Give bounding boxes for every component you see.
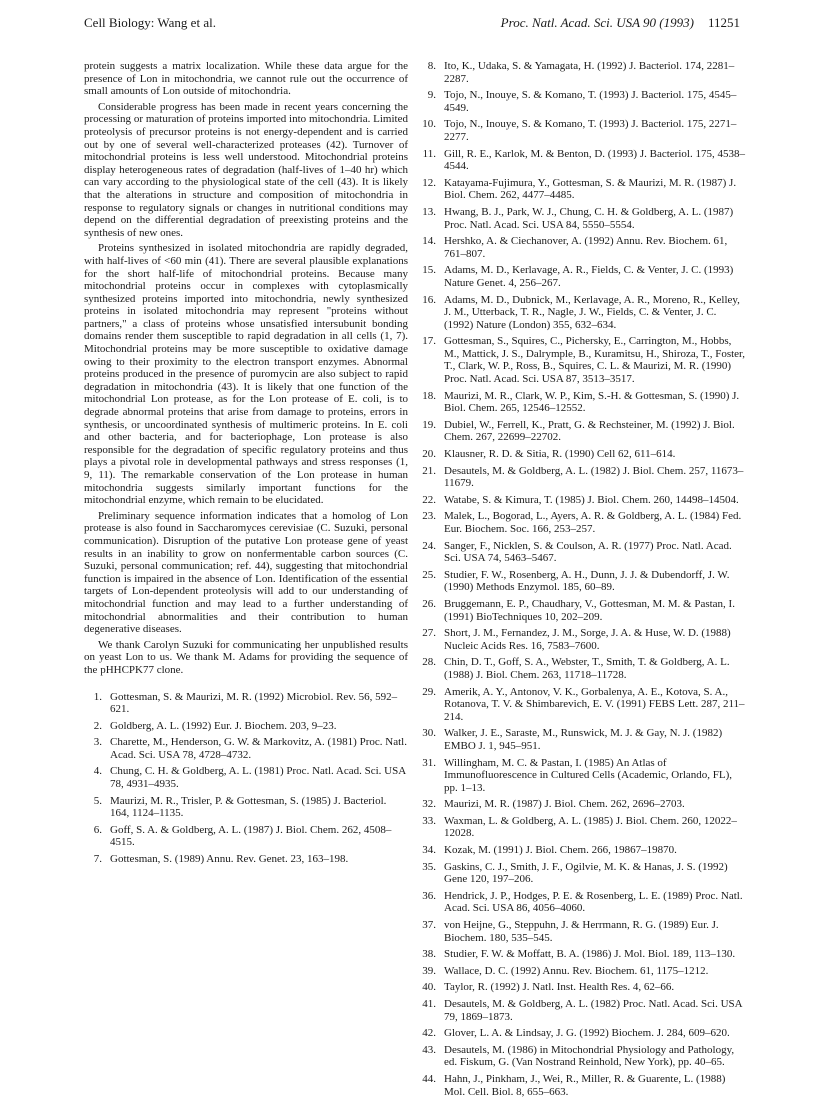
reference-item bbox=[418, 448, 746, 461]
reference-number: 26. bbox=[422, 597, 436, 610]
reference-item bbox=[418, 998, 746, 1023]
reference-item bbox=[418, 815, 746, 840]
reference-text: Gottesman, S. (1989) Annu. Rev. Genet. 23, 163–198. bbox=[110, 853, 349, 866]
reference-item bbox=[418, 177, 746, 202]
reference-number: 42. bbox=[422, 1027, 436, 1040]
reference-number: 6. bbox=[93, 823, 102, 836]
reference-number: 34. bbox=[422, 844, 436, 857]
header-section-title: Cell Biology: Wang et al. bbox=[84, 15, 216, 30]
reference-number: 37. bbox=[422, 919, 436, 932]
reference-number: 21. bbox=[422, 464, 436, 477]
reference-item bbox=[418, 264, 746, 289]
reference-item bbox=[418, 1073, 746, 1098]
reference-item bbox=[418, 569, 746, 594]
reference-item bbox=[418, 656, 746, 681]
reference-item bbox=[418, 510, 746, 535]
reference-text: Gottesman, S., Squires, C., Pichersky, E., Carrington, M., Hobbs, M., Mattick, J. S., Dalrymple, B., Kuramitsu, H., Shiroza, T., Foster, T., Clark, W. P., Ross, B., Squires, C. L. & Maurizi, M. R. (1990) Proc. Natl. Acad. Sci. USA 87, 3513–3517. bbox=[444, 335, 746, 386]
reference-item bbox=[84, 795, 408, 820]
reference-item bbox=[84, 853, 408, 866]
reference-text: Bruggemann, E. P., Chaudhary, V., Gottesman, M. M. & Pastan, I. (1991) BioTechniques 10, 202–209. bbox=[444, 597, 735, 623]
reference-item bbox=[418, 235, 746, 260]
reference-item bbox=[418, 948, 746, 961]
reference-number: 16. bbox=[422, 293, 436, 306]
reference-text: Hershko, A. & Ciechanover, A. (1992) Annu. Rev. Biochem. 61, 761–807. bbox=[444, 235, 728, 260]
reference-number: 11. bbox=[422, 147, 436, 160]
reference-list-left bbox=[84, 691, 408, 866]
reference-item bbox=[84, 720, 408, 733]
reference-item bbox=[418, 919, 746, 944]
reference-item bbox=[418, 1044, 746, 1069]
reference-number: 33. bbox=[422, 814, 436, 827]
reference-text: Taylor, R. (1992) J. Natl. Inst. Health Res. 4, 62–66. bbox=[444, 981, 675, 994]
reference-text: Gaskins, C. J., Smith, J. F., Ogilvie, M. K. & Hanas, J. S. (1992) Gene 120, 197–206. bbox=[444, 860, 728, 886]
reference-text: Desautels, M. & Goldberg, A. L. (1982) Proc. Natl. Acad. Sci. USA 79, 1869–1873. bbox=[444, 998, 742, 1023]
reference-number: 22. bbox=[422, 493, 436, 506]
reference-item bbox=[84, 691, 408, 716]
reference-number: 10. bbox=[422, 118, 436, 131]
reference-text: Gill, R. E., Karlok, M. & Benton, D. (1993) J. Bacteriol. 175, 4538–4544. bbox=[444, 147, 745, 173]
reference-text: Studier, F. W. & Moffatt, B. A. (1986) J. Mol. Biol. 189, 113–130. bbox=[444, 948, 736, 961]
reference-number: 25. bbox=[422, 568, 436, 581]
reference-text: Waxman, L. & Goldberg, A. L. (1985) J. Biol. Chem. 260, 12022–12028. bbox=[444, 814, 737, 840]
reference-number: 12. bbox=[422, 176, 436, 189]
header-journal-info bbox=[501, 13, 740, 33]
reference-text: Amerik, A. Y., Antonov, V. K., Gorbalenya, A. E., Kotova, S. A., Rotanova, T. V. & Shimbarevich, E. V. (1991) FEBS Lett. 287, 211–214. bbox=[444, 685, 745, 723]
reference-number: 40. bbox=[422, 981, 436, 994]
reference-text: Walker, J. E., Saraste, M., Runswick, M. J. & Gay, N. J. (1982) EMBO J. 1, 945–951. bbox=[444, 727, 723, 752]
reference-item bbox=[418, 390, 746, 415]
reference-number: 14. bbox=[422, 235, 436, 248]
reference-number: 1. bbox=[93, 690, 102, 703]
reference-text: Hwang, B. J., Park, W. J., Chung, C. H. & Goldberg, A. L. (1987) Proc. Natl. Acad. Sci. USA 84, 5550–5554. bbox=[444, 205, 734, 231]
reference-text: Adams, M. D., Dubnick, M., Kerlavage, A. R., Moreno, R., Kelley, J. M., Utterback, T. R., Nagle, J. W., Fields, C. & Venter, J. C. (1992) Nature (London) 355, 632–634. bbox=[444, 293, 740, 331]
reference-text: Glover, L. A. & Lindsay, J. G. (1992) Biochem. J. 284, 609–620. bbox=[444, 1027, 730, 1040]
reference-item bbox=[418, 627, 746, 652]
reference-number: 4. bbox=[93, 765, 102, 778]
reference-number: 41. bbox=[422, 998, 436, 1010]
reference-item bbox=[418, 798, 746, 811]
reference-number: 35. bbox=[422, 860, 436, 873]
left-column bbox=[84, 60, 408, 870]
reference-item bbox=[418, 890, 746, 915]
header-journal-citation: Proc. Natl. Acad. Sci. USA 90 (1993) bbox=[500, 15, 694, 30]
reference-text: Desautels, M. & Goldberg, A. L. (1982) J. Biol. Chem. 257, 11673–11679. bbox=[444, 464, 744, 490]
reference-text: Desautels, M. (1986) in Mitochondrial Physiology and Pathology, ed. Fiskum, G. (Van Nostrand Reinhold, New York), pp. 40–65. bbox=[444, 1043, 735, 1069]
reference-text: Hendrick, J. P., Hodges, P. E. & Rosenberg, L. E. (1989) Proc. Natl. Acad. Sci. USA 86, 4056–4060. bbox=[444, 889, 743, 915]
reference-text: Tojo, N., Inouye, S. & Komano, T. (1993) J. Bacteriol. 175, 4545–4549. bbox=[444, 89, 737, 114]
reference-item bbox=[418, 294, 746, 332]
reference-text: Short, J. M., Fernandez, J. M., Sorge, J. A. & Huse, W. D. (1988) Nucleic Acids Res. 16, 7583–7600. bbox=[444, 627, 731, 652]
reference-item bbox=[418, 965, 746, 978]
reference-text: Willingham, M. C. & Pastan, I. (1985) An Atlas of Immunofluorescence in Cultured Cells (Academic, Orlando, FL), pp. 1–13. bbox=[444, 756, 733, 794]
running-header bbox=[84, 13, 740, 33]
reference-number: 18. bbox=[422, 389, 436, 402]
reference-text: Sanger, F., Nicklen, S. & Coulson, A. R. (1977) Proc. Natl. Acad. Sci. USA 74, 5463–5467. bbox=[444, 539, 732, 565]
reference-list-right bbox=[418, 60, 746, 1098]
reference-text: Dubiel, W., Ferrell, K., Pratt, G. & Rechsteiner, M. (1992) J. Biol. Chem. 267, 22699–22702. bbox=[444, 418, 735, 444]
body-paragraph: Proteins synthesized in isolated mitochondria are rapidly degraded, with half-lives of <60 min (41). There are several plausible explanations for the short half-life of mitochondrial proteins. Because many mitochondrial proteins occur in complexes with cytoplasmically synthesized proteins imported into mitochondria, newly synthesized proteins in isolated mitochondria may represent "proteins without partners," a class of proteins whose unsatisfied intersubunit bonding domains render them susceptible to rapid degradation in all cells (1, 7). Mitochondrial proteins may be more susceptible to oxidative damage owing to their proximity to the electron transport enzymes. Abnormal proteins produced in the presence of puromycin are also subject to rapid degradation in mitochondria (43). It is likely that one function of the mitochondrial Lon protease, as for the Lon protease of E. coli, is to degrade abnormal proteins that arise from damage to proteins, errors in synthesis, or uncoordinated synthesis of multimeric proteins. In E. coli and other bacteria, and for bacteriophage, Lon protease is also responsible for the degradation of specific regulatory proteins and thus plays a pivotal role in developmental pathways and stress responses (1, 9, 11). The remarkable conservation of the Lon protease in human mitochondria suggests similarly important functions for the mitochondrial enzyme, which remain to be elucidated. bbox=[84, 242, 408, 507]
reference-text: Studier, F. W., Rosenberg, A. H., Dunn, J. J. & Dubendorff, J. W. (1990) Methods Enzymol. 185, 60–89. bbox=[444, 568, 730, 594]
reference-number: 23. bbox=[422, 510, 436, 523]
reference-text: Maurizi, M. R., Clark, W. P., Kim, S.-H. & Gottesman, S. (1990) J. Biol. Chem. 265, 12546–12552. bbox=[444, 389, 740, 415]
reference-item bbox=[418, 60, 746, 85]
reference-number: 15. bbox=[422, 264, 436, 277]
reference-item bbox=[84, 765, 408, 790]
reference-item bbox=[418, 598, 746, 623]
header-page-number: 11251 bbox=[707, 15, 740, 30]
reference-text: Maurizi, M. R. (1987) J. Biol. Chem. 262, 2696–2703. bbox=[444, 798, 685, 811]
reference-number: 39. bbox=[422, 964, 436, 977]
reference-text: Gottesman, S. & Maurizi, M. R. (1992) Microbiol. Rev. 56, 592–621. bbox=[110, 690, 398, 716]
reference-text: Watabe, S. & Kimura, T. (1985) J. Biol. Chem. 260, 14498–14504. bbox=[444, 493, 739, 506]
reference-number: 2. bbox=[93, 719, 102, 732]
reference-item bbox=[418, 727, 746, 752]
reference-text: Goldberg, A. L. (1992) Eur. J. Biochem. 203, 9–23. bbox=[110, 719, 337, 732]
reference-item bbox=[418, 335, 746, 385]
reference-item bbox=[418, 540, 746, 565]
reference-text: Malek, L., Bogorad, L., Ayers, A. R. & Goldberg, A. L. (1984) Fed. Eur. Biochem. Soc. 166, 253–257. bbox=[444, 510, 742, 535]
reference-number: 30. bbox=[422, 727, 436, 740]
reference-text: Hahn, J., Pinkham, J., Wei, R., Miller, R. & Guarente, L. (1988) Mol. Cell. Biol. 8, 655–663. bbox=[444, 1072, 726, 1098]
reference-number: 31. bbox=[422, 756, 436, 769]
reference-text: Klausner, R. D. & Sitia, R. (1990) Cell 62, 611–614. bbox=[444, 448, 676, 461]
reference-text: Adams, M. D., Kerlavage, A. R., Fields, C. & Venter, J. C. (1993) Nature Genet. 4, 256–267. bbox=[444, 264, 734, 289]
reference-number: 8. bbox=[427, 60, 436, 72]
reference-number: 7. bbox=[93, 853, 102, 866]
reference-item bbox=[418, 981, 746, 994]
reference-number: 5. bbox=[93, 794, 102, 807]
reference-text: Wallace, D. C. (1992) Annu. Rev. Biochem. 61, 1175–1212. bbox=[444, 964, 709, 977]
reference-item bbox=[418, 89, 746, 114]
reference-number: 36. bbox=[422, 889, 436, 902]
reference-number: 9. bbox=[427, 89, 436, 102]
reference-number: 13. bbox=[422, 205, 436, 218]
reference-number: 20. bbox=[422, 448, 436, 461]
reference-number: 44. bbox=[422, 1072, 436, 1085]
reference-number: 24. bbox=[422, 539, 436, 552]
acknowledgment: We thank Carolyn Suzuki for communicating her unpublished results on yeast Lon to us. We thank M. Adams for providing the sequence of the pHHCPK77 clone. bbox=[84, 638, 408, 676]
reference-item bbox=[418, 844, 746, 857]
reference-number: 38. bbox=[422, 948, 436, 961]
reference-text: Chin, D. T., Goff, S. A., Webster, T., Smith, T. & Goldberg, A. L. (1988) J. Biol. Chem. 263, 11718–11728. bbox=[444, 656, 730, 681]
body-paragraph: Preliminary sequence information indicates that a homolog of Lon protease is also found in Saccharomyces cerevisiae (C. Suzuki, personal communication). Disruption of the putative Lon protease gene of yeast results in an inability to grow on nonfermentable carbon sources (C. Suzuki, personal communication; ref. 44), suggesting that mitochondrial function is impaired in the absence of Lon. Identification of the essential targets of Lon-dependent proteolysis will add to our understanding of mitochondrial function and may lead to a further understanding of mitochondrial abnormalities and their contribution to human degenerative diseases. bbox=[84, 509, 408, 636]
reference-number: 17. bbox=[422, 335, 436, 348]
reference-number: 27. bbox=[422, 627, 436, 640]
reference-number: 32. bbox=[422, 798, 436, 811]
reference-item bbox=[84, 824, 408, 849]
reference-item bbox=[84, 736, 408, 761]
reference-item bbox=[418, 419, 746, 444]
reference-text: Maurizi, M. R., Trisler, P. & Gottesman, S. (1985) J. Bacteriol. 164, 1124–1135. bbox=[110, 794, 387, 820]
reference-text: Kozak, M. (1991) J. Biol. Chem. 266, 19867–19870. bbox=[444, 844, 677, 857]
reference-item bbox=[418, 686, 746, 724]
body-paragraph: Considerable progress has been made in recent years concerning the processing or maturation of proteins imported into mitochondria. Limited proteolysis of precursor proteins is not energy-dependent and is carried out by one of several well-characterized proteases (42). Turnover of mitochondrial proteins is less well understood. Mitochondrial proteins display heterogeneous rates of degradation (half-lives of 1–40 hr) which can vary according to the physiological state of the cell (43). It is likely that the alterations in structure and composition of mitochondria in response to regulatory signals or changes in nutritional conditions may depend on the differential degradation of preexisting proteins and the synthesis of new ones. bbox=[84, 100, 408, 239]
reference-number: 19. bbox=[422, 418, 436, 431]
reference-number: 3. bbox=[93, 736, 102, 749]
reference-item bbox=[418, 494, 746, 507]
reference-text: Katayama-Fujimura, Y., Gottesman, S. & Maurizi, M. R. (1987) J. Biol. Chem. 262, 4477–4485. bbox=[444, 176, 737, 202]
right-column bbox=[418, 60, 746, 1102]
reference-text: Charette, M., Henderson, G. W. & Markovitz, A. (1981) Proc. Natl. Acad. Sci. USA 78, 4728–4732. bbox=[110, 736, 407, 761]
reference-text: Goff, S. A. & Goldberg, A. L. (1987) J. Biol. Chem. 262, 4508–4515. bbox=[110, 823, 392, 849]
reference-item bbox=[418, 465, 746, 490]
body-paragraph: protein suggests a matrix localization. While these data argue for the presence of Lon in mitochondria, we cannot rule out the occurrence of small amounts of Lon outside of mitochondria. bbox=[84, 60, 408, 98]
reference-item bbox=[418, 118, 746, 143]
reference-text: von Heijne, G., Steppuhn, J. & Herrmann, R. G. (1989) Eur. J. Biochem. 180, 535–545. bbox=[444, 919, 719, 944]
reference-text: Chung, C. H. & Goldberg, A. L. (1981) Proc. Natl. Acad. Sci. USA 78, 4931–4935. bbox=[110, 765, 406, 791]
reference-text: Tojo, N., Inouye, S. & Komano, T. (1993) J. Bacteriol. 175, 2271–2277. bbox=[444, 118, 737, 143]
reference-item bbox=[418, 1027, 746, 1040]
reference-number: 43. bbox=[422, 1043, 436, 1056]
reference-item bbox=[418, 861, 746, 886]
reference-text: Ito, K., Udaka, S. & Yamagata, H. (1992) J. Bacteriol. 174, 2281–2287. bbox=[444, 60, 735, 85]
reference-item bbox=[418, 757, 746, 795]
reference-item bbox=[418, 148, 746, 173]
reference-number: 28. bbox=[422, 656, 436, 669]
reference-item bbox=[418, 206, 746, 231]
reference-number: 29. bbox=[422, 685, 436, 698]
